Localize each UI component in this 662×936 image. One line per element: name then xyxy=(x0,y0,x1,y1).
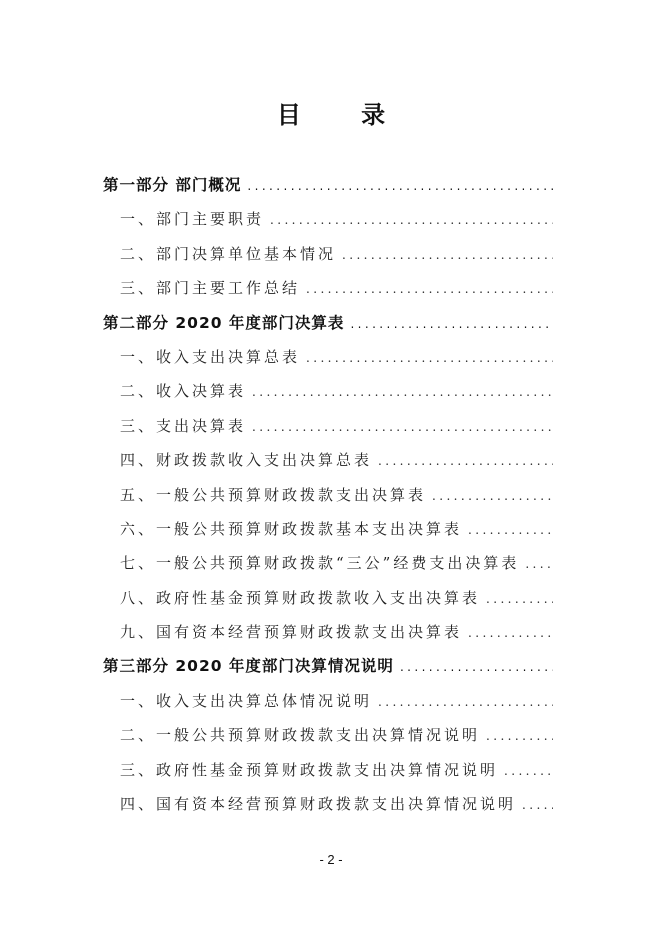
page-number: - 2 - xyxy=(319,852,343,867)
toc-item-entry[interactable] xyxy=(103,720,553,754)
dot-leader xyxy=(350,309,553,339)
toc-entry-label: 四、财政拨款收入支出决算总表 xyxy=(120,451,373,470)
dot-leader xyxy=(342,240,553,270)
dot-leader xyxy=(378,446,553,476)
toc-entry-label: 五、一般公共预算财政拨款支出决算表 xyxy=(120,485,427,504)
dot-leader xyxy=(247,171,553,201)
toc-item-entry[interactable] xyxy=(103,342,553,376)
toc-part-entry[interactable] xyxy=(103,308,553,342)
toc-part-entry[interactable] xyxy=(103,651,553,685)
toc-item-entry[interactable] xyxy=(103,686,553,720)
toc-item-entry[interactable] xyxy=(103,273,553,307)
toc-entry-label: 三、部门主要工作总结 xyxy=(120,279,301,298)
toc-part-entry[interactable] xyxy=(103,170,553,204)
dot-leader xyxy=(525,549,553,579)
toc-item-entry[interactable] xyxy=(103,583,553,617)
toc-entry-label: 第二部分 2020 年度部门决算表 xyxy=(103,313,345,332)
toc-entry-label: 二、部门决算单位基本情况 xyxy=(120,244,337,263)
toc-entry-label: 七、一般公共预算财政拨款“三公”经费支出决算表 xyxy=(120,554,520,573)
dot-leader xyxy=(378,687,553,717)
dot-leader xyxy=(306,343,553,373)
toc-entry-label: 一、收入支出决算总表 xyxy=(120,347,301,366)
table-of-contents xyxy=(103,170,553,823)
dot-leader xyxy=(252,412,553,442)
toc-item-entry[interactable] xyxy=(103,789,553,823)
toc-entry-label: 三、政府性基金预算财政拨款支出决算情况说明 xyxy=(120,760,499,779)
toc-entry-label: 第一部分 部门概况 xyxy=(103,176,242,194)
toc-entry-label: 二、一般公共预算财政拨款支出决算情况说明 xyxy=(120,726,481,745)
toc-item-entry[interactable] xyxy=(103,514,553,548)
toc-entry-label: 四、国有资本经营预算财政拨款支出决算情况说明 xyxy=(120,795,517,814)
toc-entry-label: 一、收入支出决算总体情况说明 xyxy=(120,691,373,710)
toc-item-entry[interactable] xyxy=(103,480,553,514)
toc-entry-label: 二、收入决算表 xyxy=(120,382,247,401)
toc-item-entry[interactable] xyxy=(103,376,553,410)
toc-item-entry[interactable] xyxy=(103,548,553,582)
dot-leader xyxy=(400,652,553,682)
toc-entry-label: 九、国有资本经营预算财政拨款支出决算表 xyxy=(120,623,463,642)
toc-item-entry[interactable] xyxy=(103,239,553,273)
page-title: 目 录 xyxy=(276,101,412,129)
toc-entry-label: 三、支出决算表 xyxy=(120,416,247,435)
dot-leader xyxy=(252,377,553,407)
toc-entry-label: 第三部分 2020 年度部门决算情况说明 xyxy=(103,657,394,676)
dot-leader xyxy=(270,205,553,235)
dot-leader xyxy=(486,584,553,614)
toc-item-entry[interactable] xyxy=(103,755,553,789)
dot-leader xyxy=(504,756,553,786)
toc-entry-label: 一、部门主要职责 xyxy=(120,210,265,229)
toc-item-entry[interactable] xyxy=(103,411,553,445)
dot-leader xyxy=(468,515,553,545)
dot-leader xyxy=(306,274,553,304)
toc-item-entry[interactable] xyxy=(103,204,553,238)
toc-entry-label: 六、一般公共预算财政拨款基本支出决算表 xyxy=(120,519,463,538)
toc-item-entry[interactable] xyxy=(103,617,553,651)
toc-item-entry[interactable] xyxy=(103,445,553,479)
dot-leader xyxy=(468,618,553,648)
dot-leader xyxy=(432,481,553,511)
dot-leader xyxy=(522,790,553,820)
toc-entry-label: 八、政府性基金预算财政拨款收入支出决算表 xyxy=(120,588,481,607)
dot-leader xyxy=(486,721,553,751)
